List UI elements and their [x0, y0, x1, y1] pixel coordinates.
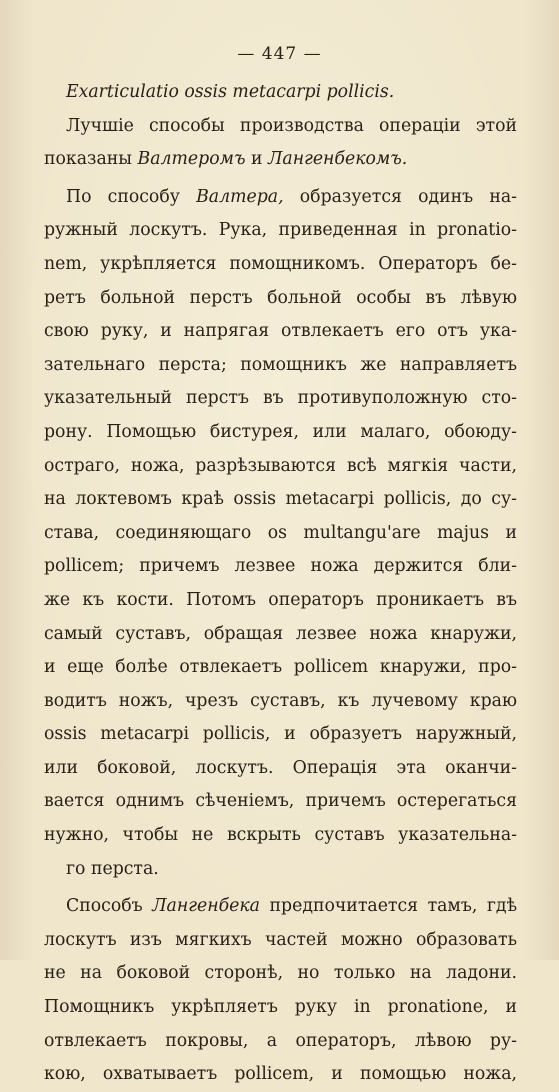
text-run: предпочитается тамъ, гдѣ [260, 896, 517, 917]
author-name: Валтеромъ [137, 149, 246, 170]
text-line: pollicem; причемъ лезвее ножа держится бли- [44, 556, 517, 577]
text-line: Лучшіе способы производства операціи этой [66, 115, 517, 136]
text-line: го перста. [66, 858, 159, 879]
text-run: По способу [66, 186, 197, 207]
author-name: Лангенбекомъ. [267, 149, 408, 170]
text-line: отвлекаетъ покровы, а операторъ, лѣвою ру- [44, 1030, 517, 1051]
text-line: не на боковой сторонѣ, но только на ладони. [44, 963, 517, 984]
text-run: образуется одинъ на- [283, 186, 517, 207]
text-line: ружный лоскутъ. Рука, приведенная in pronatio- [44, 220, 517, 241]
author-name: Валтера, [196, 186, 284, 207]
text-line: вается однимъ сѣченіемъ, причемъ остерегаться [44, 791, 517, 812]
text-line: же къ кости. Потомъ операторъ проникаетъ въ [44, 589, 517, 610]
text-line: нужно, чтобы не вскрыть суставъ указательна- [44, 825, 517, 846]
text-line: зательнаго перста; помощникъ же направляетъ [44, 354, 517, 375]
text-line: nem, укрѣпляется помощникомъ. Операторъ бе- [44, 253, 517, 274]
text-line: кою, охватываетъ pollicem, и помощью ножа, [44, 1064, 517, 1085]
text-line: на локтевомъ краѣ ossis metacarpi pollicis, до су- [44, 489, 517, 510]
text-line: ossis metacarpi pollicis, и образуетъ наружный, [44, 724, 517, 745]
text-line [44, 890, 517, 924]
text-line: лоскутъ изъ мягкихъ частей можно образовать [44, 929, 517, 950]
text-line: водитъ ножъ, чрезъ суставъ, къ лучевому краю [44, 690, 517, 711]
text-line: Помощникъ укрѣпляетъ руку in pronatione, и [44, 997, 517, 1018]
text-line: ретъ больной перстъ больной особы въ лѣвую [44, 287, 517, 308]
text-line [44, 143, 517, 177]
text-line: рону. Помощью бистурея, или малаго, обоюду- [44, 421, 517, 442]
text-line: или боковой, лоскутъ. Операція эта оканчи- [44, 757, 517, 778]
text-line [44, 181, 517, 215]
body-text [44, 76, 517, 1092]
section-heading: Exarticulatio ossis metacarpi pollicis. [66, 82, 395, 102]
text-run: и [245, 149, 268, 170]
author-name: Лангенбека [152, 896, 260, 917]
text-line: става, соединяющаго os multangu'are majus и [44, 522, 517, 543]
text-run: Способъ [66, 896, 153, 917]
text-line: свою руку, и напрягая отвлекаетъ его отъ ука- [44, 321, 517, 342]
text-line: самый суставъ, обращая лезвее ножа кнаружи, [44, 623, 517, 644]
text-line: и еще болѣе отвлекаетъ pollicem кнаружи, про- [44, 657, 517, 678]
text-line: указательный перстъ въ противуположную сто- [44, 388, 517, 409]
page-number: — 447 — [237, 44, 322, 64]
text-line: остраго, ножа, разрѣзываются всѣ мягкія части, [44, 455, 517, 476]
text-run: показаны [44, 149, 138, 170]
